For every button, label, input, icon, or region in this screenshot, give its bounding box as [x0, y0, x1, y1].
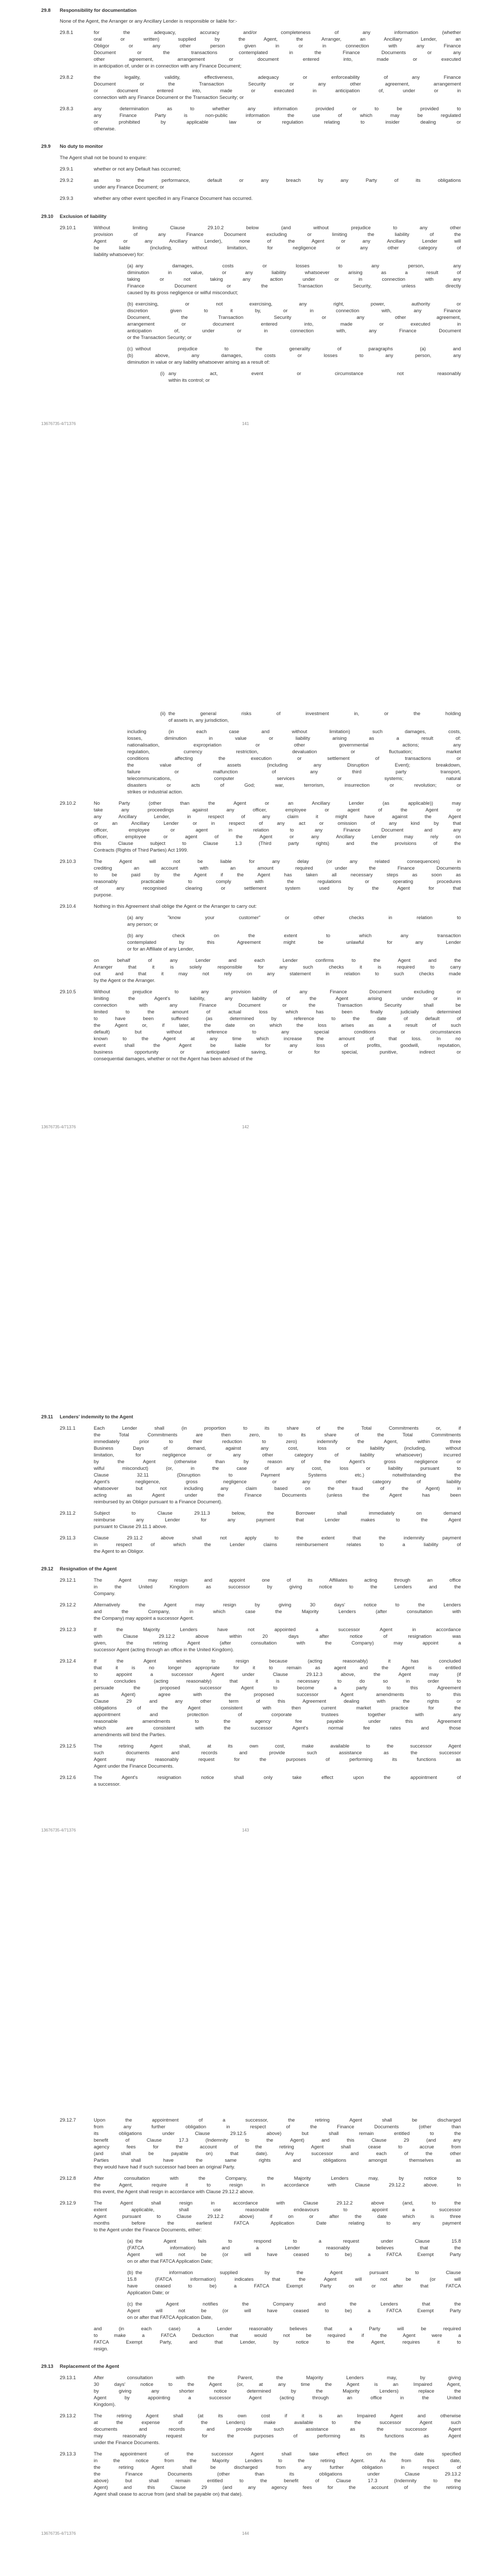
text-line: whether any other event specified in any Finance Document has occurred.	[94, 195, 253, 201]
text-line: 29.12.7	[60, 2117, 76, 2123]
text-line: within its control; or	[168, 377, 210, 383]
text-line: documents and records and provide such assistance as the successor Agent	[94, 2426, 461, 2432]
text-line: have ceased to be) a FATCA Exempt Party on or after that FATCA	[127, 2283, 461, 2289]
text-line: telecommunications, computer services or systems; natural	[127, 775, 461, 781]
text-line: the Agent or, if later, the date on which the loss arises as a result of such	[94, 1022, 461, 1028]
text-line: (c)	[127, 2301, 133, 2307]
clause-heading: 29.12	[41, 1566, 54, 1571]
text-line: The Agent shall resign in accordance with Clause 29.12.2 above (and, to the	[94, 2200, 461, 2206]
text-line: default) but without reference to any special conditions or circumstances	[94, 1029, 461, 1035]
text-line: Agent's negligence, gross negligence or any other category of liability	[94, 1479, 461, 1484]
text-line: to the Agent under the Finance Documents, either:	[94, 2227, 202, 2232]
text-line: the legality, validity, effectiveness, adequacy or enforceability of any Finance	[94, 74, 461, 80]
text-line: 29.10.1	[60, 225, 76, 230]
text-line: reimburse any Lender for any payment that Lender makes to the Agent	[94, 1517, 461, 1522]
text-line: The appointment of the successor Agent shall take effect on the date specified	[94, 2451, 461, 2456]
text-line: connection with any Finance Document or the Transaction Security; or	[94, 94, 244, 100]
text-line: 15.8 (FATCA information) indicates that the Agent will not be (or will	[127, 2276, 461, 2282]
text-line: contemplated by this Agreement might be unlawful for any Lender	[127, 939, 461, 945]
text-line: Clause 29 and any other term of this Agreement dealing with the rights or	[94, 1698, 461, 1704]
text-line: obligations of the Agent consistent with then current market practice for the	[94, 1705, 461, 1710]
text-line: persuade the proposed successor Agent to become a party to this Agreement	[94, 1685, 461, 1690]
text-line: by the Agent (otherwise than by reason of the Agent's gross negligence or	[94, 1459, 461, 1464]
clause-heading: 29.8	[41, 7, 51, 13]
text-line: (b)	[127, 933, 133, 938]
text-line: Agent may reasonably request for the purposes of performing its functions as	[94, 1756, 461, 1762]
text-line: the Total Commitments are then zero, to its share of the Total Commitments	[94, 1432, 461, 1437]
text-line: 29.12.6	[60, 1774, 76, 1780]
text-line: extent applicable, shall use reasonable endeavours to appoint a successor	[94, 2207, 461, 2212]
text-line: Company.	[94, 1590, 116, 1596]
text-line: on or after that FATCA Application Date;	[127, 2258, 213, 2264]
text-line: of assets in, any jurisdiction,	[168, 717, 229, 723]
text-line: (b)	[127, 2269, 133, 2275]
clause-heading: Replacement of the Agent	[60, 2363, 119, 2369]
text-line: whatsoever but not including any claim based on the fraud of the Agent) in	[94, 1485, 461, 1491]
text-line: on or after that FATCA Application Date,	[127, 2314, 213, 2320]
text-line: Agent by appointing a successor Agent (acting through an office in the United	[94, 2395, 461, 2400]
clause-heading: Lenders' indemnity to the Agent	[60, 1414, 133, 1419]
text-line: business opportunity or anticipated saving, or for special, punitive, indirect or	[94, 1049, 461, 1055]
text-line: the Agent to an Obligor.	[94, 1548, 144, 1554]
text-line: 29.12.2	[60, 1602, 76, 1607]
text-line: Application Date; or	[127, 2290, 169, 2295]
text-line: The Agent's resignation notice shall only take effect upon the appointment of	[94, 1774, 461, 1780]
clause-heading: 29.13	[41, 2363, 54, 2369]
text-line: by giving any shorter notice determined by the Majority Lenders) replace the	[94, 2388, 461, 2394]
text-line: (and shall be payable on) that date). Any successor and each of the other	[94, 2150, 461, 2156]
text-line: After consultation with the Parent, the Majority Lenders may, by giving	[94, 2375, 461, 2380]
text-line: months before the earliest FATCA Application Date relating to any payment	[94, 2220, 461, 2226]
text-line: officer, employee or agent in relation to any Finance Document and any	[94, 827, 461, 833]
text-line: under the Finance Documents.	[94, 2439, 160, 2445]
text-line: (a)	[127, 914, 133, 920]
text-line: Business Days of demand, against any cost, loss or liability (including, without	[94, 1445, 461, 1451]
text-line: Without limiting Clause 29.10.2 below (and without prejudice to any other	[94, 225, 461, 230]
text-line: or prohibited by applicable law or regulation relating to insider dealing or	[94, 119, 461, 125]
footer-page-number: 141	[242, 421, 249, 426]
text-line: and the Company, in which case the Majority Lenders (after consultation with	[94, 1608, 461, 1614]
text-line: The retiring Agent shall, at its own cost, make available to the successor Agent	[94, 1743, 461, 1749]
text-line: 29.8.3	[60, 106, 74, 111]
text-line: 29.10.4	[60, 903, 76, 909]
text-line: Obligor or any other person given in or in connection with any Finance	[94, 43, 461, 48]
text-line: purpose.	[94, 892, 113, 897]
text-line: Alternatively the Agent may resign by giving 30 days' notice to the Lenders	[94, 1602, 461, 1607]
text-line: be liable (including, without limitation, for negligence or any other category of	[94, 245, 461, 250]
text-line: may reasonably request for the purposes of performing its functions as Agent	[94, 2433, 461, 2438]
text-line: 29.13.1	[60, 2375, 76, 2380]
clause-heading: Exclusion of liability	[60, 213, 107, 219]
text-line: and (in each case) a Lender reasonably believes that a Party will be required	[94, 2326, 461, 2331]
text-line: Agent will not be (or will have ceased to be) a FATCA Exempt Party	[127, 2251, 461, 2257]
text-line: Kingdom).	[94, 2401, 116, 2407]
text-line: its obligations under Clause 29.12.5 above) but shall remain entitled to the	[94, 2130, 461, 2136]
text-line: 29.8.1	[60, 29, 74, 35]
text-line: 29.9.1	[60, 166, 74, 172]
text-line: The Agent shall not be bound to enquire:	[60, 155, 147, 160]
text-line: 29.8.2	[60, 74, 74, 80]
text-line: to make a FATCA Deduction that would not be required if the Agent were a	[94, 2332, 461, 2338]
text-line: the retiring Agent shall be discharged from any further obligation in respect of	[94, 2464, 461, 2470]
text-line: reasonable amendments to the agency fee payable under this Agreement	[94, 1718, 461, 1724]
text-line: After consultation with the Company, the Majority Lenders may, by notice to	[94, 2175, 461, 2181]
text-line: any act, event or circumstance not reasonably	[168, 370, 461, 376]
text-line: to be paid by the Agent if the Agent has taken all necessary steps as soon as	[94, 872, 461, 877]
text-line: Agent shall cease to accrue from (and shall be payable on) that date).	[94, 2491, 243, 2497]
text-line: successor Agent (acting through an office in the United Kingdom).	[94, 1647, 234, 1652]
text-line: (b)	[127, 301, 133, 307]
text-line: or for an Affiliate of any Lender,	[127, 946, 194, 952]
text-line: 29.12.9	[60, 2200, 76, 2206]
text-line: benefit of Clause 17.3 (Indemnity to the Agent) and this Clause 29 (and any	[94, 2137, 461, 2143]
text-line: 29.12.1	[60, 1577, 76, 1583]
text-line: limitation, for negligence or any other category of liability whatsoever) incurred	[94, 1452, 461, 1458]
text-line: reasonably practicable to comply with the regulations or operating procedures	[94, 878, 461, 884]
text-line: above) but shall remain entitled to the benefit of Clause 17.3 (Indemnity to the	[94, 2478, 461, 2483]
text-line: taking or not taking any action under or in connection with any	[127, 276, 461, 282]
text-line: failure or malfunction of any third party transport,	[127, 769, 461, 774]
text-line: any Ancillary Lender, in respect of any claim it might have against the Agent	[94, 814, 461, 819]
text-line: with Clause 29.12.2 above within 20 days after notice of resignation was	[94, 1633, 461, 1639]
text-line: 29.11.3	[60, 1535, 76, 1540]
text-line: 29.12.8	[60, 2175, 76, 2181]
text-line: it concludes (acting reasonably) that it is necessary to do so in order to	[94, 1678, 461, 1684]
text-line: Finance Document or the Transaction Security, unless directly	[127, 283, 461, 289]
text-line: Clause 29.11.2 above shall not apply to the extent that the indemnity payment	[94, 1535, 461, 1540]
text-line: 29.9.3	[60, 195, 74, 201]
text-line: anticipation of, under or in connection with, any Finance Document	[127, 328, 461, 333]
text-line: otherwise.	[94, 126, 116, 131]
text-line: Each Lender shall (in proportion to its share of the Total Commitments or, if	[94, 1425, 461, 1431]
text-line: FATCA Exempt Party, and that Lender, by notice to the Agent, requires it to	[94, 2339, 461, 2345]
text-line: limiting the Agent's liability, any liability of the Agent arising under or in	[94, 995, 461, 1001]
text-line: 29.12.3	[60, 1626, 76, 1632]
text-line: the information supplied by the Agent pursuant to Clause	[135, 2269, 461, 2275]
text-line: any person; or	[127, 921, 158, 927]
text-line: such documents and records and provide such assistance as the successor	[94, 1750, 461, 1755]
text-line: If the Majority Lenders have not appointed a successor Agent in accordance	[94, 1626, 461, 1632]
text-line: The Agent will not be liable for any delay (or any related consequences) in	[94, 858, 461, 864]
text-line: in the notice from the Majority Lenders to the retiring Agent. As from this date,	[94, 2458, 461, 2463]
text-line: caused by its gross negligence or wilful misconduct;	[127, 290, 238, 295]
text-line: the general risks of investment in, or the holding	[168, 710, 461, 716]
text-line: None of the Agent, the Arranger or any Ancillary Lender is responsible or liable for:-	[60, 18, 237, 24]
text-line: as Agent) agree with the proposed successor Agent amendments to this	[94, 1691, 461, 1697]
text-line: Parties shall have the same rights and obligations amongst themselves as	[94, 2157, 461, 2163]
text-line: Subject to Clause 29.11.3 below, the Borrower shall immediately on demand	[94, 1510, 461, 1516]
text-line: crediting an account with an amount required under the Finance Documents	[94, 865, 461, 871]
footer-document-ref: 13676735-4/71376	[41, 1125, 76, 1129]
clause-heading: 29.10	[41, 213, 54, 219]
text-line: which are consistent with the successor Agent's normal fee rates and those	[94, 1725, 461, 1731]
text-line: (ii)	[160, 710, 166, 716]
text-line: Agent under the Finance Documents.	[94, 1763, 174, 1769]
text-line: Clause 32.11 (Disruption to Payment Systems etc.) notwithstanding the	[94, 1472, 461, 1478]
text-line: acting as Agent under the Finance Documents (unless the Agent has been	[94, 1492, 461, 1498]
text-line: consequential damages, whether or not the Agent has been advised of the	[94, 1056, 253, 1061]
text-line: pursuant to Clause 29.11.1 above.	[94, 1523, 167, 1529]
footer-page-number: 142	[242, 1125, 249, 1129]
clause-heading: Responsibility for documentation	[60, 7, 136, 13]
text-line: amendments will bind the Parties.	[94, 1732, 166, 1737]
text-line: without prejudice to the generality of paragraphs (a) and	[135, 346, 461, 351]
text-line: the Agent, require it to resign in accordance with Clause 29.12.2 above. In	[94, 2182, 461, 2188]
text-line: The retiring Agent shall (at its own cost if it is an Impaired Agent and otherwise	[94, 2413, 461, 2418]
text-line: or the Transaction Security; or	[127, 334, 192, 340]
footer-document-ref: 13676735-4/71376	[41, 421, 76, 426]
text-line: in anticipation of, under or in connection with any Finance Document;	[94, 63, 242, 69]
text-line: Document or the transactions contemplated in the Finance Documents or any	[94, 49, 461, 55]
text-line: known to the Agent at any time which increase the amount of that loss. In no	[94, 1036, 461, 1041]
text-line: of any recognised clearing or settlement system used by the Agent for that	[94, 885, 461, 891]
text-line: under any Finance Document; or	[94, 184, 164, 190]
text-line: 29.12.5	[60, 1743, 76, 1749]
text-line: 29.11.2	[60, 1510, 76, 1516]
text-line: strikes or industrial action.	[127, 789, 183, 794]
text-line: Document or the Transaction Security or any other agreement, arrangement	[94, 81, 461, 87]
text-line: Without prejudice to any provision of any Finance Document excluding or	[94, 989, 461, 994]
text-line: any Finance Party is non-public information the use of which may be regulated	[94, 112, 461, 118]
text-line: on behalf of any Lender and each Lender confirms to the Agent and the	[94, 957, 461, 963]
text-line: diminution in value or any liability whatsoever arising as a result of:	[127, 359, 270, 365]
text-line: this event, the Agent shall resign in accordance with Clause 29.12.2 above.	[94, 2189, 254, 2194]
text-line: Agent will not be (or will have ceased to be) a FATCA Exempt Party	[127, 2308, 461, 2313]
text-line: reimbursed by an Obligor pursuant to a Finance Document).	[94, 1499, 222, 1504]
text-line: (a)	[127, 2238, 133, 2244]
text-line: 29.12.4	[60, 1658, 76, 1664]
text-line: Agent or any Ancillary Lender), none of the Agent or any Ancillary Lender will	[94, 238, 461, 244]
text-line: If the Agent wishes to resign because (acting reasonably) it has concluded	[94, 1658, 461, 1664]
text-line: appointment and protection of corporate trustees together with any	[94, 1711, 461, 1717]
text-line: (a)	[127, 263, 133, 268]
text-line: regulation, currency restriction, devaluation or fluctuation; market	[127, 749, 461, 754]
text-line: The Agent may resign and appoint one of its Affiliates acting through an office	[94, 1577, 461, 1583]
text-line: diminution in value, or any liability whatsoever arising as a result of	[127, 269, 461, 275]
text-line: arrangement or document entered into, made or executed in	[127, 321, 461, 327]
text-line: 29.13.3	[60, 2451, 76, 2456]
text-line: disasters or acts of God; war, terrorism, insurrection or revolution; or	[127, 782, 461, 788]
text-line: wilful misconduct) (or, in the case of any cost, loss or liability pursuant to	[94, 1465, 461, 1471]
text-line: Nothing in this Agreement shall oblige the Agent or the Arranger to carry out:	[94, 903, 257, 909]
text-line: any "know your customer" or other checks in relation to	[135, 914, 461, 920]
text-line: that it is no longer appropriate for it to remain as agent and the Agent is entitled	[94, 1665, 461, 1670]
text-line: 29.11.1	[60, 1425, 76, 1431]
text-line: to have been suffered (as determined by reference to the date of default of	[94, 1015, 461, 1021]
text-line: in respect of which the Lender claims reimbursement relates to a liability of	[94, 1541, 461, 1547]
text-line: immediately prior to their reduction to zero) indemnify the Agent, within three	[94, 1438, 461, 1444]
text-line: conditions affecting the execution or settlement of transactions or	[127, 755, 461, 761]
text-line: (i)	[160, 370, 165, 376]
text-line: 30 days' notice to the Agent (or, at any time the Agent is an Impaired Agent,	[94, 2381, 461, 2387]
footer-page-number: 144	[242, 2531, 249, 2536]
text-line: in the United Kingdom as successor by giving notice to the Lenders and the	[94, 1584, 461, 1589]
text-line: including (in each case and without limitation) such damages, costs,	[127, 728, 461, 734]
text-line: connection with any Finance Document or the Transaction Security shall be	[94, 1002, 461, 1008]
text-line: the Agent fails to respond to a request under Clause 15.8	[135, 2238, 461, 2244]
text-line: (FATCA information) and a Lender reasonably believes that the	[127, 2245, 461, 2250]
text-line: they would have had if such successor had been an original Party.	[94, 2164, 235, 2170]
text-line: 29.10.5	[60, 989, 76, 994]
text-line: any damages, costs or losses to any person, any	[135, 263, 461, 268]
text-line: (b) above, any damages, costs or losses to any person, any	[127, 352, 461, 358]
text-line: the Company) may appoint a successor Agent.	[94, 1615, 194, 1621]
text-line: 29.10.2	[60, 800, 76, 806]
text-line: whether or not any Default has occurred;	[94, 166, 181, 172]
text-line: other agreement, arrangement or document entered into, made or executed	[94, 56, 461, 62]
text-line: the Finance Documents (other than its obligations under Clause 29.13.2	[94, 2471, 461, 2477]
text-line: No Party (other than the Agent or an Ancillary Lender (as applicable)) may	[94, 800, 461, 806]
text-line: oral or written) supplied by the Agent, the Arranger, an Ancillary Lender, an	[94, 36, 461, 42]
text-line: as to the performance, default or any breach by any Party of its obligations	[94, 177, 461, 183]
clause-heading: Resignation of the Agent	[60, 1566, 117, 1571]
text-line: from any further obligation in respect of the Finance Documents (other than	[94, 2124, 461, 2129]
text-line: discretion given to it by, or in connection with, any Finance	[127, 308, 461, 313]
text-line: the Agent notifies the Company and the Lenders that the	[135, 2301, 461, 2307]
text-line: by the Agent or the Arranger.	[94, 977, 156, 983]
text-line: Upon the appointment of a successor, the retiring Agent shall be discharged	[94, 2117, 461, 2123]
footer-page-number: 143	[242, 1828, 249, 1833]
text-line: any determination as to whether any information provided or to be provided to	[94, 106, 461, 111]
text-line: nationalisation, expropriation or other governmental actions; any	[127, 742, 461, 748]
text-line: resign.	[94, 2346, 109, 2351]
text-line: or document entered into, made or executed in anticipation of, under or in	[94, 88, 461, 93]
text-line: a successor.	[94, 1781, 121, 1787]
text-line: Document, the Transaction Security or any other agreement,	[127, 314, 461, 320]
text-line: take any proceedings against any officer, employee or agent of the Agent or	[94, 807, 461, 812]
text-line: (c)	[127, 346, 133, 351]
text-line: the value of assets (including any Disruption Event); breakdown,	[127, 762, 461, 768]
clause-heading: No duty to monitor	[60, 143, 103, 149]
text-line: at the expense of the Lenders) make available to the successor Agent such	[94, 2419, 461, 2425]
clause-heading: 29.11	[41, 1414, 53, 1419]
text-line: event shall the Agent be liable for any loss of profits, goodwill, reputation,	[94, 1042, 461, 1048]
footer-document-ref: 13676735-4/71376	[41, 2531, 76, 2536]
text-line: this Clause subject to Clause 1.3 (Third party rights) and the provisions of the	[94, 840, 461, 846]
text-line: for the adequacy, accuracy and/or completeness of any information (whether	[94, 29, 461, 35]
text-line: 29.9.2	[60, 177, 74, 183]
text-line: liability whatsoever) for:	[94, 251, 144, 257]
footer-document-ref: 13676735-4/71376	[41, 1828, 76, 1833]
text-line: given, the retiring Agent (after consultation with the Company) may appoint a	[94, 1640, 461, 1646]
text-line: any check on the extent to which any transaction	[135, 933, 461, 938]
text-line: exercising, or not exercising, any right, power, authority or	[135, 301, 461, 307]
text-line: Agent pursuant to Clause 29.12.2 above) if on or after the date which is three	[94, 2213, 461, 2219]
text-line: provision of any Finance Document excluding or limiting the liability of the	[94, 231, 461, 237]
text-line: limited to the amount of actual loss which has been finally judicially determined	[94, 1009, 461, 1014]
text-line: Contracts (Rights of Third Parties) Act 1999.	[94, 847, 188, 853]
text-line: 29.13.2	[60, 2413, 76, 2418]
text-line: Agent) and this Clause 29 (and any agency fees for the account of the retiring	[94, 2484, 461, 2490]
text-line: out and that it may not rely on any statement in relation to such checks made	[94, 971, 461, 976]
text-line: to appoint a successor Agent under Clause 29.12.3 above, the Agent may (if	[94, 1671, 461, 1677]
text-line: or an Ancillary Lender or in respect of any act or omission of any kind by that	[94, 820, 461, 826]
text-line: Arranger that it is solely responsible for any such checks it is required to carry	[94, 964, 461, 970]
text-line: 29.10.3	[60, 858, 76, 864]
text-line: agency fees for the account of the retiring Agent shall cease to accrue from	[94, 2144, 461, 2149]
text-line: losses, diminution in value or liability arising as a result of:	[127, 735, 461, 741]
text-line: officer, employee or agent of the Agent or any Ancillary Lender may rely on	[94, 834, 461, 839]
clause-heading: 29.9	[41, 143, 51, 149]
